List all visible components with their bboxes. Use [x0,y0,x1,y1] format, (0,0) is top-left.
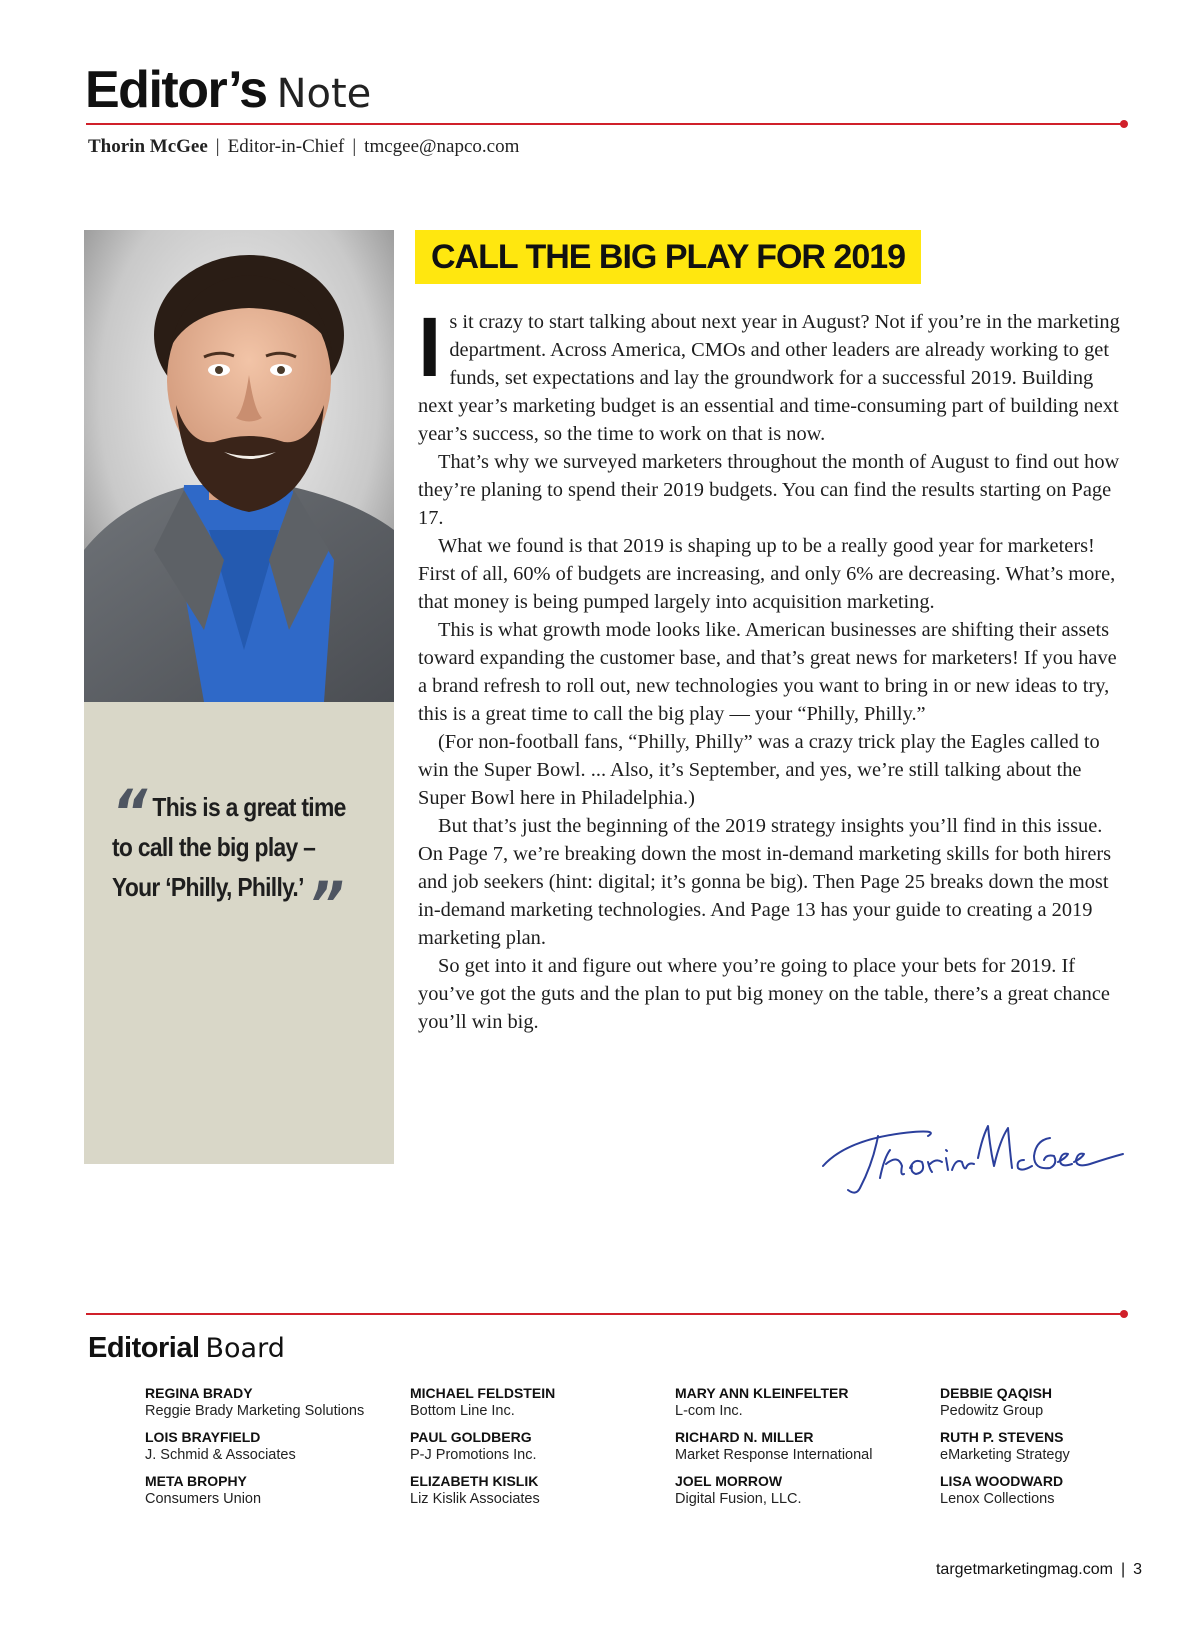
website-link[interactable]: targetmarketingmag.com [935,1561,1113,1578]
board-member: REGINA BRADY Reggie Brady Marketing Solutions [145,1385,365,1419]
article-paragraph: (For non-football fans, “Philly, Philly” was a crazy trick play the Eagles called to win the Super Bowl. ... Also, it’s September, and yes, we’re still talking about the Super Bowl here in Philadelphia.) [418,731,1100,809]
board-column [145,1385,364,1517]
author-name: Thorin McGee [88,136,208,157]
page-number: 3 [1133,1561,1142,1578]
editor-portrait [84,230,394,702]
author-role: Editor-in-Chief [227,136,345,157]
board-column [940,1385,1070,1517]
pull-quote [112,776,350,941]
author-email[interactable]: tmcgee@napco.com [364,136,520,157]
pull-quote-text: This is a great time to call the big play – Your ‘Philly, Philly.’ [112,792,346,902]
section-title-bold: Editor’s [85,61,267,119]
board-member: ELIZABETH KISLIK Liz Kislik Associates [410,1473,540,1507]
open-quote-icon: “ [112,776,142,849]
section-title-light: Note [276,71,372,117]
board-member: LISA WOODWARD Lenox Collections [940,1473,1064,1507]
article-paragraph: What we found is that 2019 is shaping up to be a really good year for marketers! First of all, 60% of budgets are increasing, and only 6% are decreasing. What’s more, that money is being pumped largely into acquisition marketing. [418,535,1116,613]
headline-text: CALL THE BIG PLAY FOR 2019 [431,237,906,276]
close-quote-icon: ” [309,868,339,941]
article-paragraph: Is it crazy to start talking about next year in August? Not if you’re in the marketing department. Across America, CMOs and other leaders are already working to get funds, set expectations and lay the groundwork for a successful 2019. Building next year’s marketing budget is an essential and time-consuming part of building next year’s success, so the time to work on that is now. [418,300,1120,445]
board-member: RICHARD N. MILLER Market Response International [675,1429,873,1463]
article-paragraph: But that’s just the beginning of the 2019 strategy insights you’ll find in this issue. On Page 7, we’re breaking down the most in-demand marketing skills for both hirers and job seekers (hint: digital; it’s gonna be big). Then Page 25 breaks down the most in-demand marketing technologies. And Page 13 has your guide to creating a 2019 marketing plan. [418,815,1112,949]
editorial-board-title: Editorial Board [88,1332,285,1364]
board-member: MARY ANN KLEINFELTER L-com Inc. [675,1385,849,1419]
article-body [418,300,1123,1036]
board-member: RUTH P. STEVENS eMarketing Strategy [940,1429,1070,1463]
page-footer: targetmarketingmag.com | 3 [935,1561,1142,1578]
board-member: DEBBIE QAQISH Pedowitz Group [940,1385,1053,1419]
section-title [85,60,371,120]
pull-quote-box [84,702,394,1164]
board-member: JOEL MORROW Digital Fusion, LLC. [675,1473,802,1507]
board-column [410,1385,555,1517]
article-paragraph: So get into it and figure out where you’re going to place your bets for 2019. If you’ve got the guts and the plan to put big money on the table, there’s a great chance you’ll win big. [418,955,1110,1033]
article-paragraph: This is what growth mode looks like. American businesses are shifting their assets toward expanding the customer base, and that’s great news for marketers! If you have a brand refresh to roll out, new technologies you want to bring in or new ideas to try, this is a great time to call the big play — your “Philly, Philly.” [418,619,1117,725]
board-divider [86,1313,1124,1315]
board-member: META BROPHY Consumers Union [145,1473,262,1507]
board-member: MICHAEL FELDSTEIN Bottom Line Inc. [410,1385,556,1419]
signature [818,1118,1128,1208]
header-divider [86,123,1124,125]
board-member: LOIS BRAYFIELD J. Schmid & Associates [145,1429,296,1463]
byline: Thorin McGee | Editor-in-Chief | tmcgee@napco.com [88,136,520,157]
drop-cap: I [418,300,442,394]
board-member: PAUL GOLDBERG P-J Promotions Inc. [410,1429,537,1463]
article-paragraph: That’s why we surveyed marketers throughout the month of August to find out how they’re planing to spend their 2019 budgets. You can find the results starting on Page 17. [418,451,1120,529]
article-headline [415,230,921,284]
board-column [675,1385,872,1517]
